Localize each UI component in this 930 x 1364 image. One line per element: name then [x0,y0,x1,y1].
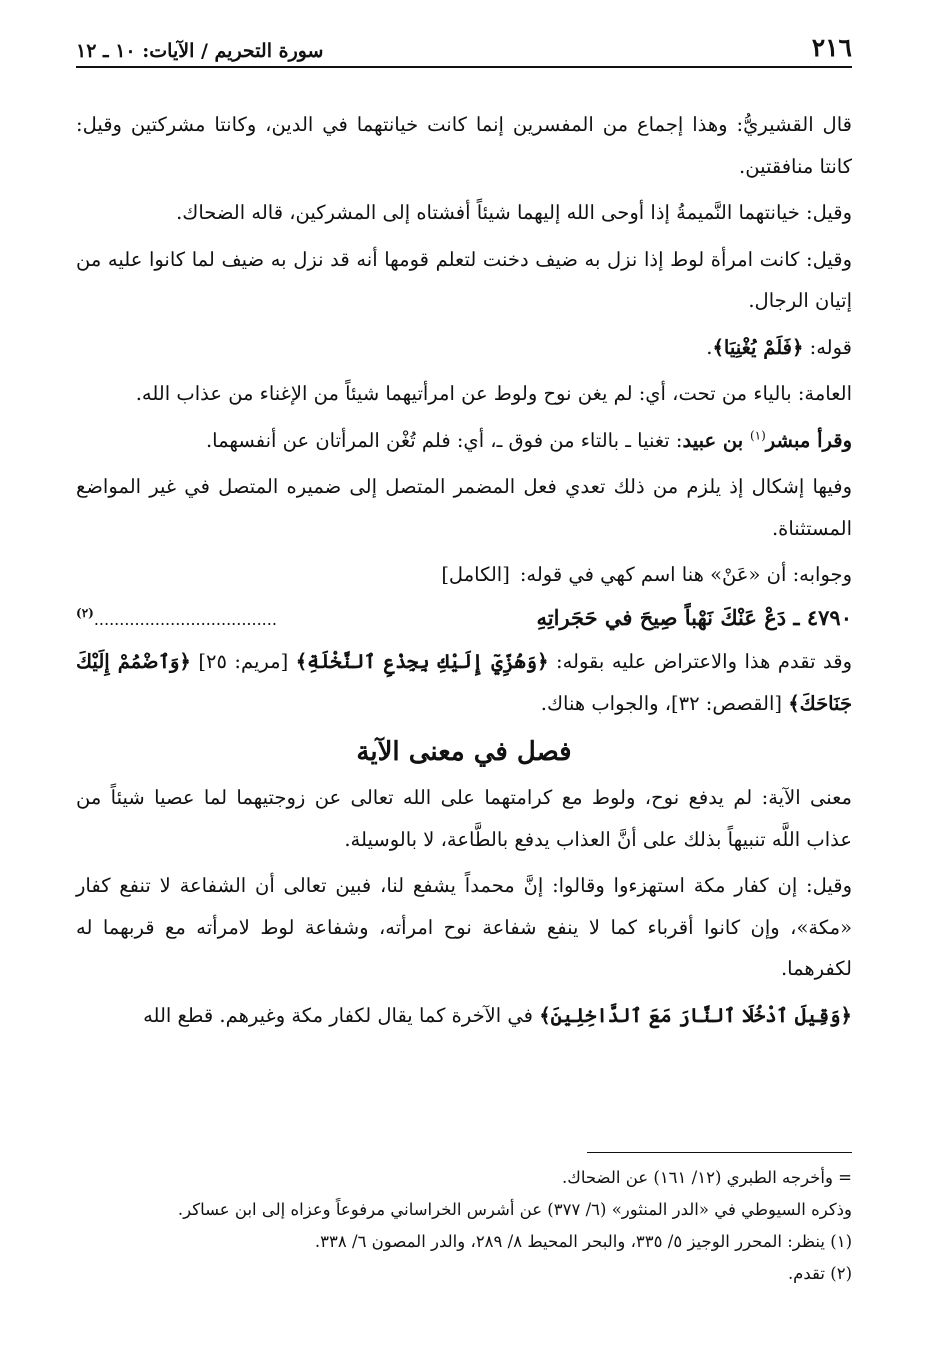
paragraph [76,554,852,596]
reader-name: وقرأ مبشر [765,428,852,452]
paragraph: وفيها إشكال إذ يلزم من ذلك تعدي فعل المضمر المتصل إلى ضميره المتصل في غير المواضع المستثناة. [76,475,852,540]
quran-quote: ﴿وَٱضْمُمْ إِلَيْكَ جَنَاحَكَ﴾ [76,650,852,715]
paragraph [76,420,852,462]
text-span: [القصص: ٣٢]، والجواب هناك. [540,691,789,715]
paragraph [76,327,852,369]
running-title: سورة التحريم / الآيات: ١٠ ـ ١٢ [76,40,324,62]
footnote: (٢) تقدم. [787,1264,852,1283]
footnote: وذكره السيوطي في «الدر المنثور» (٦/ ٣٧٧) عن أشرس الخراساني مرفوعاً وعزاه إلى ابن عساكر. [177,1200,852,1219]
text-span: : تغنيا ـ بالتاء من فوق ـ، أي: فلم تُغْن المرأتان عن أنفسهما. [205,428,683,452]
section-title: فصل في معنى الآية [356,737,572,767]
paragraph: وقيل: خيانتهما النَّميمةُ إذا أوحى الله إليهما شيئاً أفشتاه إلى المشركين، قاله الضحاك. [176,201,852,224]
main-text [76,104,852,1041]
poem-verse [76,597,852,641]
reader-name: بن عبيد [682,428,750,452]
verse-text: ٤٧٩٠ ـ دَعْ عَنْكَ نَهْباً صِيحَ في حَجَراتِهِ [536,604,852,630]
footnote: = وأخرجه الطبري (١٢/ ١٦١) عن الضحاك. [562,1168,852,1187]
paragraph [76,995,852,1037]
text-span: في الآخرة كما يقال لكفار مكة وغيرهم. قطع الله [143,1003,540,1027]
citation: [مريم: ٢٥] [190,650,296,673]
footnote-marker: (٢) [76,605,94,620]
footnotes [76,1162,852,1290]
paragraph: وقيل: كانت امرأة لوط إذا نزل به ضيف دخنت لتعلم قومها أنه قد نزل به ضيف لما كانوا عليه من إتيان الرجال. [76,247,852,312]
meter-label: [الكامل] [441,563,510,586]
footnote-marker: (١) [749,428,766,442]
text-span: وقد تقدم هذا والاعتراض عليه بقوله: [548,650,853,673]
paragraph: العامة: بالياء من تحت، أي: لم يغن نوح ولوط عن امرأتيهما شيئاً من الإغناء من عذاب الله. [135,382,852,405]
paragraph: وقيل: إن كفار مكة استهزءوا وقالوا: إنَّ محمداً يشفع لنا، فبين تعالى أن الشفاعة لا تنفع كفار «مكة»، وإن كانوا أقرباء كما لا ينفع شفاعة نوح امرأته، وشفاعة لوط لامرأته مع قربهما له لكفرهما. [76,874,852,980]
footnote: (١) ينظر: المحرر الوجيز ٥/ ٣٣٥، والبحر المحيط ٨/ ٢٨٩، والدر المصون ٦/ ٣٣٨. [314,1232,852,1251]
paragraph: معنى الآية: لم يدفع نوح، ولوط مع كرامتهما على الله تعالى عن زوجتيهما لما عصيا شيئاً من عذاب اللَّه تنبيهاً بذلك على أنَّ العذاب يدفع بالطَّاعة، لا بالوسيلة. [76,786,852,851]
quran-quote: ﴿وَقِيلَ ٱدْخُلَا ٱلنَّارَ مَعَ ٱلدَّاخِلِينَ﴾ [539,1003,852,1027]
text-span: قوله: [803,335,852,359]
quran-quote: ﴿فَلَمْ يُغْنِيَا﴾ [712,335,804,359]
footnote-divider [587,1152,852,1153]
text-span: وجوابه: أن «عَنْ» هنا اسم كهي في قوله: [519,563,852,586]
paragraph: قال القشيريُّ: وهذا إجماع من المفسرين إنما كانت خيانتهما في الدين، وكانتا مشركتين وقيل: كانتا منافقتين. [76,113,852,178]
page-number: ٢١٦ [811,33,852,62]
page-header [76,34,852,68]
quran-quote: ﴿وَهُزِّيٓ إِلَيْكِ بِجِذْعِ ٱلنَّخْلَةِ﴾ [295,650,549,673]
verse-dots: .................................... [93,609,277,629]
paragraph [76,641,852,724]
text-span: . [706,335,713,359]
